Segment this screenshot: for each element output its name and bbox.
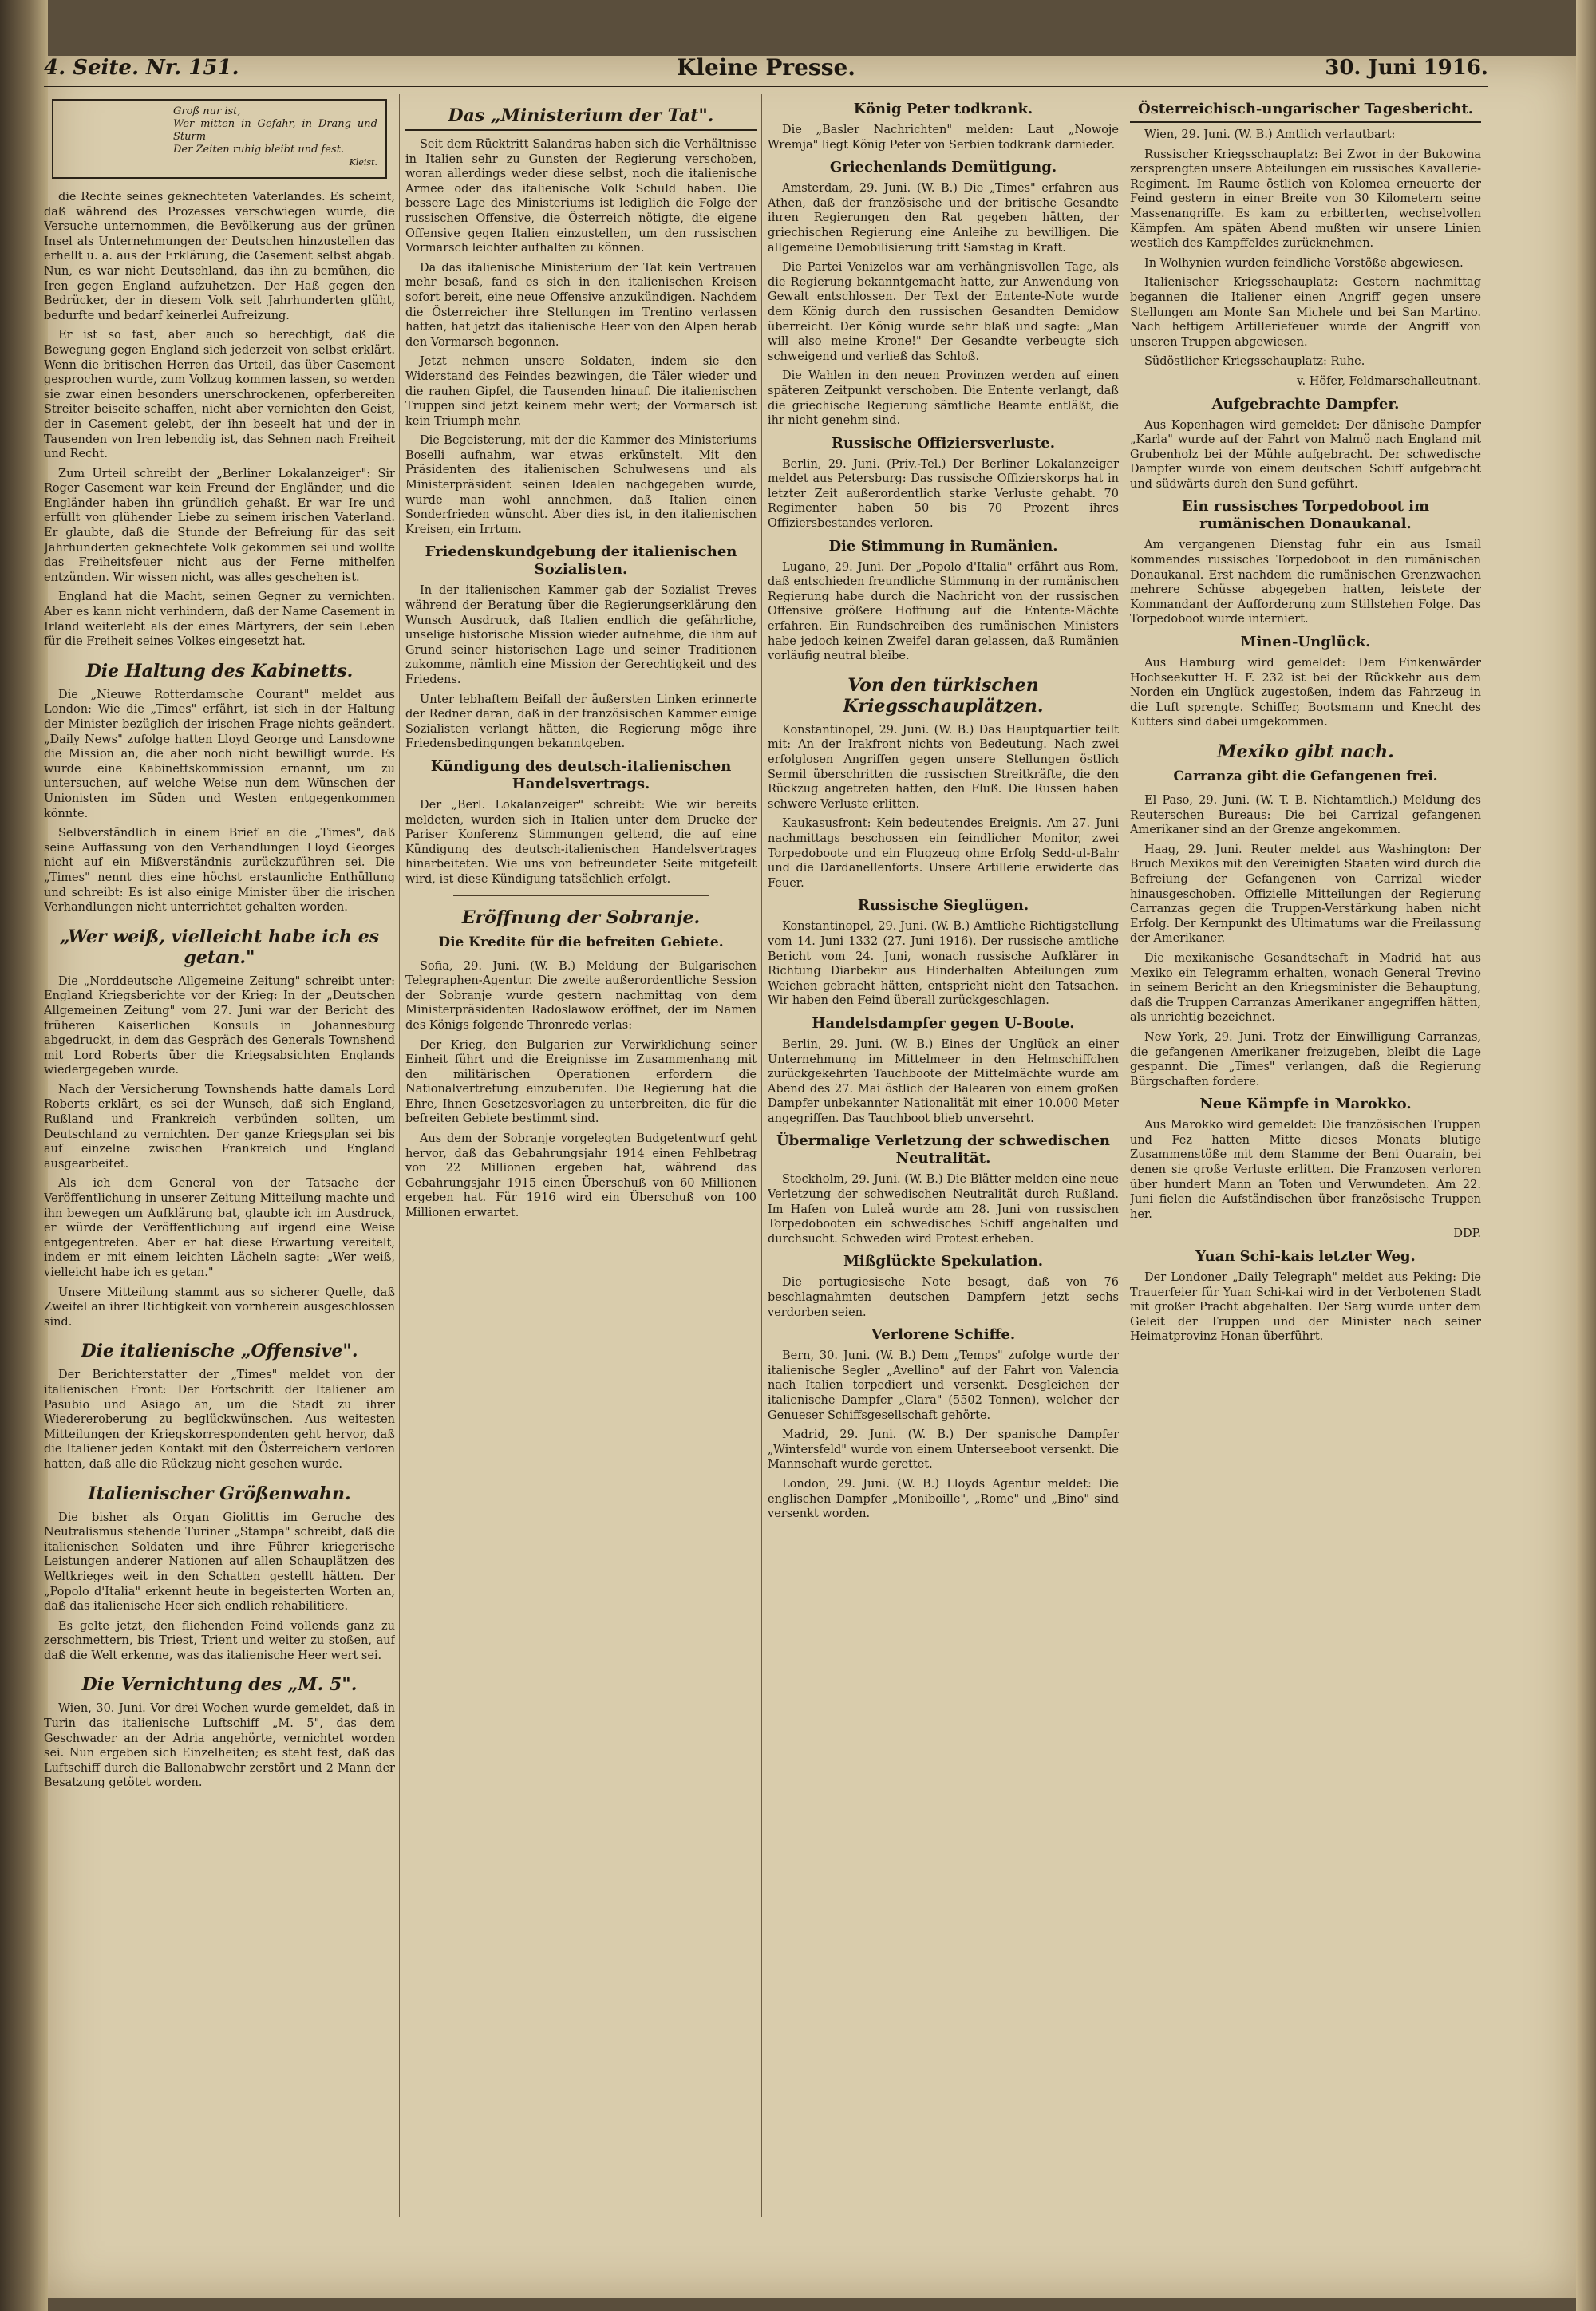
headline-griechen: Griechenlands Demütigung. — [829, 159, 1057, 176]
article-paragraph: Am vergangenen Dienstag fuhr ein aus Ismail kommendes russisches Torpedoboot in den rumänischen Donaukanal. Erst nachdem die rumänischen Grenzwachen mehrere Schüsse abgegeben hatten, leistete der Kommandant der Aufforderung zum Stillstehen Folge. Das Torpedoboot wurde interniert. — [1130, 539, 1481, 626]
book-spine — [0, 0, 48, 2311]
headline-minen: Minen-Unglück. — [1240, 634, 1371, 651]
article-paragraph: Er ist so fast, aber auch so berechtigt, daß die Bewegung gegen England sich jederzeit von selbst erklärt. Wenn die britischen Herren das Urteil, das über Casement gesprochen wurde, zum Vollzug kommen lassen, so werden sie zwar einen besonders unerschrockenen, opferbereiten Streiter beiseite schaffen, nicht aber vernichten den Geist, der in Casement gelebt, der ihn beseelt hat und der in Tausenden von Iren lebendig ist, das Sehnen nach Freiheit und Recht. — [44, 329, 395, 461]
headline-torpedoboot: Ein russisches Torpedoboot im rumänischen Donaukanal. — [1181, 498, 1430, 533]
headline-marokko: Neue Kämpfe in Marokko. — [1199, 1096, 1412, 1113]
headline-tuerkei: Von den türkischen Kriegsschauplätzen. — [843, 674, 1044, 717]
column-rule — [761, 94, 762, 2217]
article-paragraph: Die „Nieuwe Rotterdamsche Courant" meldet aus London: Wie die „Times" erfährt, ist sich in der Haltung der Minister bezüglich der irischen Frage nichts geändert. „Daily News" zufolge hatten Lloyd George und Lansdowne die Mission an, die aber noch nicht bewilligt wurde. Es wurde eine Kabinettskommission ernannt, um zu untersuchen, auf welche Weise nun dem Wünschen der Unionisten im Süden und Westen entgegenkommen könnte. — [44, 688, 395, 820]
headline-offensive: Die italienische „Offensive". — [81, 1341, 358, 1362]
issue-date: 30. Juni 1916. — [1325, 56, 1488, 80]
headline-sobranje: Eröffnung der Sobranje. — [461, 907, 701, 928]
headline-mexiko: Mexiko gibt nach. — [1217, 741, 1394, 762]
article-paragraph: Als ich dem General von der Tatsache der Veröffentlichung in unserer Zeitung Mitteilung machte und ihn bewegen um Aufklärung bat, glaubte ich im Ausdruck, er würde der Veröffentlichung auf irgend eine Weise entgegentreten. Aber er hat diese Erwartung vereitelt, indem er mit einem leichten Lächeln sagte: „Wer weiß, vielleicht habe ich es getan." — [44, 1177, 395, 1279]
article-paragraph: Aus Hamburg wird gemeldet: Dem Finkenwärder Hochseekutter H. F. 232 ist bei der Rückkehr aus dem Norden ein Unglück zugestoßen, indem das Fahrzeug in die Luft sprengte. Schiffer, Bootsmann und Knecht des Kutters sind dabei umgekommen. — [1130, 657, 1481, 729]
motto-line: Groß nur ist, — [173, 105, 241, 117]
article-paragraph: Die portugiesische Note besagt, daß von 76 beschlagnahmten deutschen Dampfern jetzt sechs verdorben seien. — [768, 1276, 1119, 1319]
article-paragraph: Der Krieg, den Bulgarien zur Verwirklichung seiner Einheit führt und die Ereignisse im Zusammenhang mit den militärischen Operationen erfordern die Nationalvertretung einzuberufen. Die Regierung hat die Ehre, Ihnen Gesetzesvorlagen zu unterbreiten, die für die befreiten Gebiete bestimmt sind. — [405, 1038, 757, 1126]
headline-schiffe: Verlorene Schiffe. — [871, 1326, 1016, 1344]
headline-offiziere: Russische Offiziersverluste. — [832, 434, 1055, 452]
headline-dampfer: Aufgebrachte Dampfer. — [1211, 395, 1400, 413]
article-paragraph: Aus Kopenhagen wird gemeldet: Der dänische Dampfer „Karla" wurde auf der Fahrt von Malmö nach England mit Grubenholz bei der Mühle aufgebracht. Der schwedische Dampfer wurde von einem deutschen Schiff aufgebracht und südwärts durch den Sund geführt. — [1130, 418, 1481, 491]
subheadline-sobranje: Die Kredite für die befreiten Gebiete. — [438, 934, 724, 950]
motto-line: Wer mitten in Gefahr, in Drang und Sturm — [173, 118, 377, 143]
page-edge — [1576, 0, 1596, 2311]
headline-peter: König Peter todkrank. — [853, 101, 1033, 117]
masthead: Kleine Presse. — [676, 54, 856, 81]
article-paragraph: Jetzt nehmen unsere Soldaten, indem sie den Widerstand des Feindes bezwingen, die Täler wieder und die rauhen Gipfel, die Tausenden hinauf. Die italienischen Truppen sind jetzt keinem mehr wert; der Vormarsch ist kein Triumph mehr. — [405, 355, 757, 428]
headline-spekulation: Mißglückte Spekulation. — [843, 1253, 1044, 1270]
article-paragraph: Die Wahlen in den neuen Provinzen werden auf einen späteren Zeitpunkt verschoben. Die Entente verlangt, daß die griechische Regierung sämtliche Beamte entläßt, die ihr nicht genehm sind. — [768, 369, 1119, 428]
article-paragraph: London, 29. Juni. (W. B.) Lloyds Agentur meldet: Die englischen Dampfer „Moniboille", „Rome" und „Bino" sind versenkt worden. — [768, 1477, 1119, 1521]
article-paragraph: England hat die Macht, seinen Gegner zu vernichten. Aber es kann nicht verhindern, daß der Name Casement in Irland weiterlebt als der eines Märtyrers, der sein Leben für die Freiheit seines Volkes eingesetzt hat. — [44, 591, 395, 649]
column-1 — [44, 94, 395, 2225]
headline-handelsdampfer: Handelsdampfer gegen U-Boote. — [812, 1014, 1075, 1032]
article-paragraph: Der „Berl. Lokalanzeiger" schreibt: Wie wir bereits meldeten, wurden sich in Italien unter dem Drucke der Pariser Konferenz Stimmungen geltend, die auf eine Kündigung des deutsch-italienischen Handelsvertrages hinarbeiteten. Wie uns von befreundeter Seite mitgeteilt wird, ist diese Kündigung tatsächlich erfolgt. — [405, 798, 757, 886]
article-paragraph: Selbverständlich in einem Brief an die „Times", daß seine Auffassung von den Verhandlungen Lloyd Georges nicht auf ein Mißverständnis zurückzuführen sei. Die „Times" nennt dies eine höchst erstaunliche Enthüllung und schreibt: Es ist also einige Minister über die irischen Verhandlungen nicht unterrichtet gehalten worden. — [44, 827, 395, 915]
headline-tagesbericht: Österreichisch-ungarischer Tagesbericht. — [1130, 101, 1481, 123]
section-divider — [453, 895, 709, 896]
article-paragraph: Nach der Versicherung Townshends hatte damals Lord Roberts erklärt, es sei der Wunsch, daß sich England, Rußland und Frankreich verbünden sollten, um Deutschland zu vernichten. Der ganze Kriegsplan sei bis auf einzelne zwischen Frankreich und England ausgearbeitet. — [44, 1083, 395, 1171]
article-paragraph: Wien, 29. Juni. (W. B.) Amtlich verlautbart: — [1144, 128, 1396, 141]
article-paragraph: Seit dem Rücktritt Salandras haben sich die Verhältnisse in Italien sehr zu Gunsten der Regierung verschoben, woran allerdings weder diese selbst, noch die italienische Armee oder das italienische Volk Schuld haben. Die bessere Lage des Ministeriums ist lediglich die Folge der russischen Offensive, die Österreich nötigte, die eigene Offensive gegen Italien einzustellen, um den russischen Vormarsch leichter aufhalten zu können. — [405, 138, 757, 255]
article-paragraph: die Rechte seines geknechteten Vaterlandes. Es scheint, daß während des Prozesses verschwiegen wurde, die Versuche unternommen, die Bevölkerung aus der grünen Insel als Unternehmungen der Deutschen hinzustellen das erhellt u. a. aus der Erklärung, die Casement selbst abgab. Nun, es war nicht Deutschland, das ihn zu bemühen, die Iren gegen England aufzuhetzen. Der Haß gegen den Bedrücker, der in diesem Volk seit Jahrhunderten glüht, bedurfte und bedarf keinerlei Aufreizung. — [44, 191, 395, 322]
article-signature: v. Höfer, Feldmarschalleutnant. — [1297, 374, 1481, 388]
article-paragraph: Stockholm, 29. Juni. (W. B.) Die Blätter melden eine neue Verletzung der schwedischen Neutralität durch Rußland. Im Hafen von Luleå wurde am 28. Juni von russischen Torpedobooten ein schwedisches Schiff angehalten und durchsucht. Schweden wird Protest erheben. — [768, 1173, 1119, 1246]
article-paragraph: Berlin, 29. Juni. (Priv.-Tel.) Der Berliner Lokalanzeiger meldet aus Petersburg: Das russische Offizierskorps hat in letzter Zeit außerordentlich starke Verluste gehabt. 70 Regimenter haben 50 bis 70 Prozent ihres Offiziersbestandes verloren. — [768, 457, 1119, 531]
article-paragraph: Russischer Kriegsschauplatz: Bei Zwor in der Bukowina zersprengten unsere Abteilungen ein russisches Kavallerie-Regiment. Im Raume östlich von Kolomea erneuerte der Feind gestern in einer Breite von 30 Kilometern seine Massenangriffe. Es kam zu erbitterten, wechselvollen Kämpfen. Am späten Abend mußten wir unsere Linien westlich des Kampffeldes zurücknehmen. — [1130, 148, 1481, 251]
headline-schweden: Übermalige Verletzung der schwedischen Neutralität. — [776, 1132, 1111, 1167]
motto-box — [52, 99, 387, 179]
article-paragraph: Südöstlicher Kriegsschauplatz: Ruhe. — [1144, 355, 1365, 369]
article-paragraph: Lugano, 29. Juni. Der „Popolo d'Italia" erfährt aus Rom, daß entschieden freundliche Stimmung in der rumänischen Regierung habe durch die Nachricht von der russischen Offensive größere Hoffnung auf die Entente-Mächte erfahren. Ein Rundschreiben des rumänischen Ministers habe jedoch keinen Zweifel daran gelassen, daß Rumänien vorläufig neutral bleibe. — [768, 560, 1119, 663]
article-paragraph: Zum Urteil schreibt der „Berliner Lokalanzeiger": Sir Roger Casement war kein Freund der Engländer, und die Engländer haben ihn gründlich gehaßt. Er war Ire und erfüllt von glühender Liebe zu seinem irischen Vaterland. Er glaubte, daß die Stunde der Befreiung für das seit Jahrhunderten geknechtete Volk gekommen sei und wollte das Freiheitsfeuer nicht aus der Ferne mithelfen entzünden. Wir wissen nicht, was alles geschehen ist. — [44, 467, 395, 584]
article-paragraph: Bern, 30. Juni. (W. B.) Dem „Temps" zufolge wurde der italienische Segler „Avellino" auf der Fahrt von Valencia nach Italien torpediert und versenkt. Desgleichen der italienische Dampfer „Clara" (5502 Tonnen), welcher der Genueser Schiffsgesellschaft gehörte. — [768, 1349, 1119, 1422]
headline-sieglugen: Russische Sieglügen. — [857, 897, 1029, 915]
headline-kuendigung: Kündigung des deutsch-italienischen Handelsvertrags. — [430, 757, 732, 792]
article-paragraph: Wien, 30. Juni. Vor drei Wochen wurde gemeldet, daß in Turin das italienische Luftschiff „M. 5", das dem Geschwader an der Adria angehörte, vernichtet worden sei. Nun ergeben sich Einzelheiten; es steht fest, daß das Luftschiff durch die Ballonabwehr zerstört und 2 Mann der Besatzung getötet worden. — [44, 1702, 395, 1790]
article-paragraph: Da das italienische Ministerium der Tat kein Vertrauen mehr besaß, fand es sich in den italienischen Kreisen sofort bereit, eine neue Offensive anzukündigen. Nachdem die Österreicher ihre Stellungen im Trentino verlassen hatten, hat jetzt das italienische Heer von den Alpen herab den Vormarsch begonnen. — [405, 261, 757, 349]
page-number: 4. Seite. Nr. 151. — [44, 56, 239, 80]
article-paragraph: El Paso, 29. Juni. (W. T. B. Nichtamtlich.) Meldung des Reuterschen Bureaus: Die bei Carrizal gefangenen Amerikaner sind an der Grenze angekommen. — [1130, 794, 1481, 837]
article-paragraph: Aus Marokko wird gemeldet: Die französischen Truppen und Fez hatten Mitte dieses Monats blutige Zusammenstöße mit dem Stamme der Beni Ouarain, bei denen sie große Verluste erlitten. Die Franzosen verloren über hundert Mann an Toten und Verwundeten. Am 22. Juni fielen die Aufständischen über französische Truppen her. — [1130, 1119, 1481, 1221]
headline-vielleicht: „Wer weiß, vielleicht habe ich es getan." — [59, 926, 380, 968]
article-paragraph: In der italienischen Kammer gab der Sozialist Treves während der Beratung über die Regierungserklärung den Wunsch Ausdruck, daß Italien endlich die gefährliche, unselige historische Mission wieder aufnehme, die ihm auf Grund seiner historischen Lage und seiner Traditionen zukomme, nämlich eine Mission der Gerechtigkeit und des Friedens. — [405, 584, 757, 686]
article-paragraph: In Wolhynien wurden feindliche Vorstöße abgewiesen. — [1144, 256, 1464, 270]
article-paragraph: Amsterdam, 29. Juni. (W. B.) Die „Times" erfahren aus Athen, daß der französische und der britische Gesandte ihren Regierungen den Rat gegeben hätten, der griechischen Regierung eine Anleihe zu bewilligen. Die allgemeine Demobilisierung tritt Samstag in Kraft. — [768, 182, 1119, 255]
article-paragraph: Italienischer Kriegsschauplatz: Gestern nachmittag begannen die Italiener einen Angriff gegen unsere Stellungen am Monte San Michele und bei San Martino. Nach heftigem Artilleriefeuer wurde der Angriff von unseren Truppen abgewiesen. — [1130, 276, 1481, 349]
headline-groessenwahn: Italienischer Größenwahn. — [88, 1483, 351, 1504]
article-paragraph: Haag, 29. Juni. Reuter meldet aus Washington: Der Bruch Mexikos mit den Vereinigten Staaten wird durch die Befreiung der Gefangenen von Carrizal wieder hinausgeschoben. Offizielle Mitteilungen der Regierung Carranzas gegen die Truppen-Verstärkung haben nicht Erfolg. Der Kernpunkt des Ultimatums war die Freilassung der Amerikaner. — [1130, 843, 1481, 946]
article-paragraph: Die Begeisterung, mit der die Kammer des Ministeriums Boselli aufnahm, war etwas erkünstelt. Mit den Präsidenten des italienischen Schulwesens und als Ministerpräsident seinen Idealen nachgegeben wurde, wurde man wohl annehmen, daß Italien einen Sonderfrieden wünscht. Aber dies ist, in den italienischen Kreisen, ein Irrtum. — [405, 434, 757, 536]
article-paragraph: Konstantinopel, 29. Juni. (W. B.) Das Hauptquartier teilt mit: An der Irakfront nichts von Bedeutung. Nach zwei erfolglosen Angriffen gegen unsere Stellungen östlich Sermil überschritten die russischen Streitkräfte, die den Rückzug angetreten hatten, den Fluß. Die Russen haben schwere Verluste erlitten. — [768, 723, 1119, 811]
column-2 — [405, 94, 757, 2225]
article-paragraph: Sofia, 29. Juni. (W. B.) Meldung der Bulgarischen Telegraphen-Agentur. Die zweite außerordentliche Session der Sobranje wurde gestern nachmittag von dem Ministerpräsidenten Radoslawow eröffnet, der im Namen des Königs folgende Thronrede verlas: — [405, 959, 757, 1032]
article-paragraph: Aus dem der Sobranje vorgelegten Budgetentwurf geht hervor, daß das Gebahrungsjahr 1914 einen Fehlbetrag von 22 Millionen ergeben hat, während das Gebahrungsjahr 1915 einen Überschuß von 60 Millionen ergeben hat. Für 1916 wird ein Überschuß von 100 Millionen erwartet. — [405, 1132, 757, 1220]
article-paragraph: Unsere Mitteilung stammt aus so sicherer Quelle, daß Zweifel an ihrer Richtigkeit von vornherein ausgeschlossen sind. — [44, 1286, 395, 1329]
article-paragraph: Madrid, 29. Juni. (W. B.) Der spanische Dampfer „Wintersfeld" wurde von einem Unterseeboot versenkt. Die Mannschaft wurde gerettet. — [768, 1428, 1119, 1472]
article-paragraph: Unter lebhaftem Beifall der äußersten Linken erinnerte der Redner daran, daß in der französischen Kammer einige Sozialisten verlangt hätten, die Regierung möge ihre Friedensbedingungen bekanntgeben. — [405, 693, 757, 751]
article-paragraph: New York, 29. Juni. Trotz der Einwilligung Carranzas, die gefangenen Amerikaner freizugeben, bleibt die Lage gespannt. Die „Times" verlangen, daß die Regierung Bürgschaften fordere. — [1130, 1030, 1481, 1088]
column-3 — [768, 94, 1119, 2225]
subheadline-mexiko: Carranza gibt die Gefangenen frei. — [1173, 768, 1438, 784]
motto-author: Kleist. — [349, 157, 377, 168]
article-paragraph: Die „Norddeutsche Allgemeine Zeitung" schreibt unter: England Kriegsberichte vor der Krieg: In der „Deutschen Allgemeinen Zeitung" vom 27. Juni war der Bericht des früheren Kaiserlichen Konsuls in Johannesburg abgedruckt, in dem das Gespräch des Generals Townshend mit Lord Roberts über die Kriegsabsichten Englands wiedergegeben wurde. — [44, 974, 395, 1077]
article-paragraph: Die „Basler Nachrichten" melden: Laut „Nowoje Wremja" liegt König Peter von Serbien todkrank darnieder. — [768, 124, 1119, 152]
headline-ministerium: Das „Ministerium der Tat". — [405, 105, 757, 131]
article-paragraph: Der Berichterstatter der „Times" meldet von der italienischen Front: Der Fortschritt der Italiener am Pasubio und Asiago an, um die Stadt zu ihrer Wiedereroberung zu beglückwünschen. Aus weitesten Mitteilungen der Kriegskorrespondenten geht hervor, daß die Italiener jeden Kontakt mit den Österreichern verloren hatten, daß alle die Rückzug nicht gesehen wurde. — [44, 1369, 395, 1471]
article-paragraph: Die bisher als Organ Giolittis im Geruche des Neutralismus stehende Turiner „Stampa" schreibt, daß die italienischen Soldaten und ihre Führer kriegerische Leistungen anderer Nationen auf allen Schauplätzen des Weltkrieges weit in den Schatten gestellt hätten. Der „Popolo d'Italia" erkennt heute in begeisterten Worten an, daß das italienische Heer sich endlich rehabilitiere. — [44, 1511, 395, 1614]
article-paragraph: Kaukasusfront: Kein bedeutendes Ereignis. Am 27. Juni nachmittags beschossen ein feindlicher Monitor, zwei Torpedoboote und ein Flugzeug ohne Erfolg Sedd-ul-Bahr und die Dardanellenforts. Unsere Artillerie erwiderte das Feuer. — [768, 817, 1119, 890]
headline-rumaenien: Die Stimmung in Rumänien. — [828, 537, 1058, 555]
article-paragraph: Konstantinopel, 29. Juni. (W. B.) Amtliche Richtigstellung vom 14. Juni 1332 (27. Juni 1916). Der russische amtliche Bericht vom 24. Juni, wonach russische Aufklärer in Richtung Diarbekir aus Hinderhalten Abteilungen zum Weichen gebracht hätten, entspricht nicht den Tatsachen. Wir haben den Feind überall zurückgeschlagen. — [768, 920, 1119, 1008]
headline-friedens: Friedenskundgebung der italienischen Sozialisten. — [425, 543, 737, 579]
article-byline: DDP. — [1453, 1227, 1481, 1241]
motto-line: Der Zeiten ruhig bleibt und fest. — [173, 144, 345, 156]
article-paragraph: Die Partei Venizelos war am verhängnisvollen Tage, als die Regierung bekanntgemacht hatte, zur Anwendung von Gewalt entschlossen. Der Text der Entente-Note wurde dem König durch den russischen Gesandten Demidow überreicht. Der König wurde sehr blaß und sagte: „Man will also meine Krone!" Der Gesandte verbeugte sich schweigend und verließ das Schloß. — [768, 261, 1119, 363]
headline-m5: Die Vernichtung des „M. 5". — [81, 1674, 358, 1696]
article-paragraph: Berlin, 29. Juni. (W. B.) Eines der Unglück an einer Unternehmung im Mittelmeer in den Helmschiffchen zurückgekehrten Tauchboote der Mittelmächte wurde am Abend des 27. Mai östlich der Balearen von einem großen Dampfer unbekannter Nationalität mit einer 10.000 Meter angegriffen. Das Tauchboot blieb unversehrt. — [768, 1037, 1119, 1125]
page-header — [44, 53, 1488, 87]
article-paragraph: Es gelte jetzt, den fliehenden Feind vollends ganz zu zerschmettern, bis Triest, Trient und weiter zu stoßen, auf daß die Welt erkenne, was das italienische Heer wert sei. — [44, 1619, 395, 1662]
article-paragraph: Die mexikanische Gesandtschaft in Madrid hat aus Mexiko ein Telegramm erhalten, wonach General Trevino in seinem Bericht an den Kriegsminister die Behauptung, daß die Truppen Carranzas Amerikaner angegriffen hätten, als unrichtig bezeichnet. — [1130, 951, 1481, 1025]
column-rule — [399, 94, 400, 2217]
column-4 — [1130, 94, 1481, 2225]
headline-kabinett: Die Haltung des Kabinetts. — [85, 660, 354, 681]
article-paragraph: Der Londoner „Daily Telegraph" meldet aus Peking: Die Trauerfeier für Yuan Schi-kai wird in der Verbotenen Stadt mit großer Pracht abgehalten. Der Sarg wurde unter dem Geleit der Truppen und der Minister nach seiner Heimatprovinz Honan überführt. — [1130, 1271, 1481, 1344]
headline-yuan: Yuan Schi-kais letzter Weg. — [1195, 1248, 1416, 1266]
